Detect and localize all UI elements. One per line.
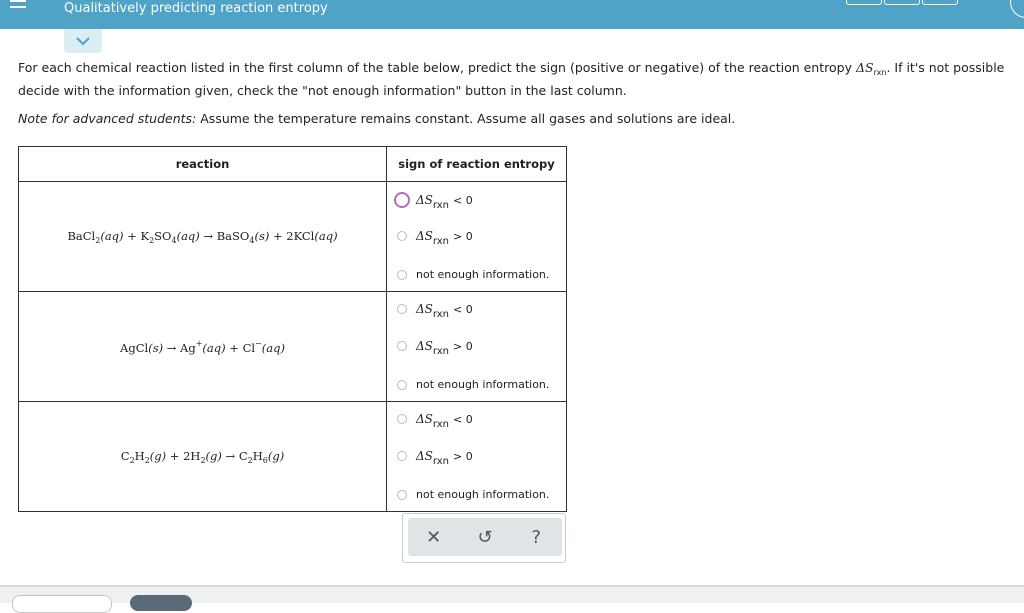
option-not-enough-info[interactable]: not enough information. <box>397 268 549 281</box>
radio-button[interactable] <box>397 341 407 351</box>
radio-button[interactable] <box>397 414 407 424</box>
collapse-button[interactable] <box>64 29 102 53</box>
tools-bar <box>408 518 562 556</box>
chevron-down-icon <box>76 37 90 46</box>
toolbar-boxes <box>846 0 960 5</box>
top-bar <box>0 0 1024 29</box>
sign-options-2 <box>387 292 567 402</box>
reaction-equation-2: AgCl(s) → Ag+(aq) + Cl−(aq) <box>19 292 387 402</box>
radio-button[interactable] <box>397 304 407 314</box>
toolbar-box[interactable] <box>846 0 882 5</box>
reaction-table <box>18 146 567 512</box>
table-row <box>19 292 567 402</box>
footer-button-primary[interactable] <box>130 595 192 611</box>
option-negative[interactable]: ΔS rxn < 0 <box>397 302 473 316</box>
user-avatar[interactable] <box>1010 0 1024 18</box>
radio-button[interactable] <box>397 451 407 461</box>
reaction-equation-3: $C_2H_2(g) + 2H_2(g) \to C_2H_6(g)$ <box>19 402 387 512</box>
option-positive[interactable]: ΔS rxn > 0 <box>397 229 473 243</box>
option-not-enough-info[interactable]: not enough information. <box>397 378 549 391</box>
radio-button[interactable] <box>397 231 407 241</box>
toolbar-box[interactable] <box>922 0 958 5</box>
option-not-enough-info[interactable]: not enough information. <box>397 488 549 501</box>
table-row <box>19 182 567 292</box>
help-icon[interactable]: ? <box>531 526 542 548</box>
menu-icon[interactable] <box>10 0 26 14</box>
radio-button[interactable] <box>397 380 407 390</box>
option-negative[interactable]: ΔS rxn < 0 <box>397 412 473 426</box>
instructions-line-2: decide with the information given, check the "not enough information" button in the last column. <box>18 83 627 98</box>
radio-button[interactable] <box>397 270 407 280</box>
radio-button[interactable] <box>394 192 410 208</box>
footer-button[interactable] <box>12 595 112 613</box>
col-header-sign: sign of reaction entropy <box>387 147 567 182</box>
option-positive[interactable]: ΔS rxn > 0 <box>397 339 473 353</box>
col-header-reaction: reaction <box>19 147 387 182</box>
table-row <box>19 402 567 512</box>
sign-options-3 <box>387 402 567 512</box>
undo-icon[interactable]: ↺ <box>477 526 493 548</box>
clear-icon[interactable]: ✕ <box>426 526 442 548</box>
option-negative[interactable]: ΔS rxn < 0 <box>397 192 473 208</box>
toolbar-box[interactable] <box>884 0 920 5</box>
radio-button[interactable] <box>397 490 407 500</box>
answer-tools <box>402 513 566 563</box>
instructions-line-1: For each chemical reaction listed in the first column of the table below, predict the sign (positive or negative) of the reaction entropy $\Delta S_{rxn}$. If it's not possible <box>18 60 1005 77</box>
option-positive[interactable]: ΔS rxn > 0 <box>397 449 473 463</box>
page-title: Qualitatively predicting reaction entropy <box>64 1 328 16</box>
reaction-equation-1: BaCl$_2$(aq) + $K_2SO_4(aq)$ → BaSO$_4$(s) + 2KCl(aq) <box>19 182 387 292</box>
note: Note for advanced students: Assume the temperature remains constant. Assume all gases and solutions are ideal. <box>18 111 736 126</box>
sign-options-1 <box>387 182 567 292</box>
